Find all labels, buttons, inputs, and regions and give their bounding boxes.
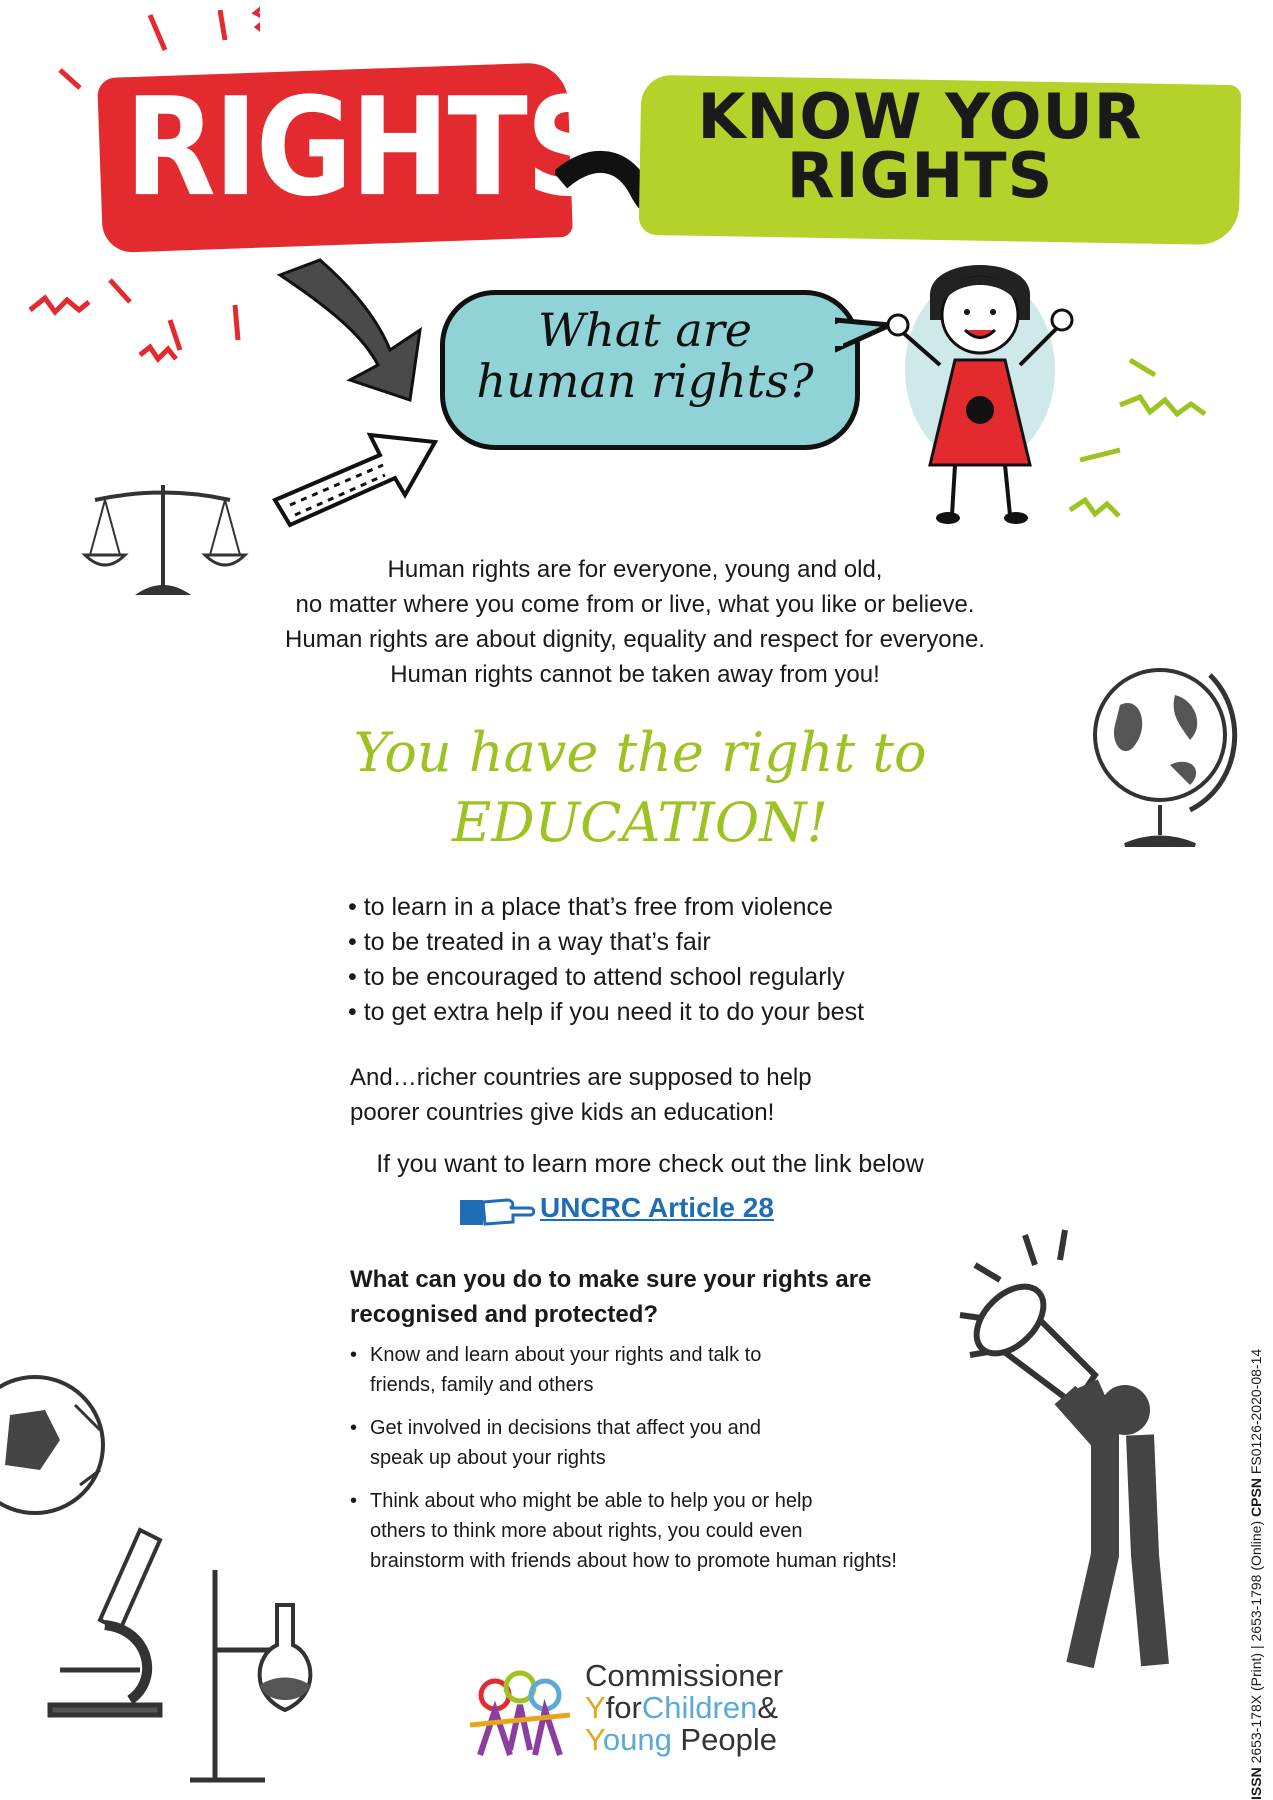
intro-line: no matter where you come from or live, what you like or believe. [295, 591, 975, 618]
uncrc-article-28-link[interactable]: UNCRC Article 28 [540, 1192, 774, 1223]
intro-line: Human rights are about dignity, equality and respect for everyone. [285, 626, 985, 653]
logo-line1: Commissioner [585, 1658, 784, 1693]
tip-line: • Think about who might be able to help you or help [370, 1490, 813, 1512]
list-item [350, 1486, 970, 1576]
cpsn-label: CPSN [1248, 1478, 1264, 1517]
soccer-ball-icon [0, 1375, 110, 1515]
girl-illustration [880, 250, 1080, 530]
red-sparks-left [20, 250, 280, 400]
commissioner-logo-text [585, 1660, 845, 1756]
microscope-icon [40, 1520, 180, 1720]
richer-countries-note [350, 1060, 910, 1130]
intro-paragraph [200, 552, 1070, 692]
cpsn-value: FS0126-2020-08-14 [1248, 1348, 1264, 1479]
question-heading [350, 1262, 910, 1332]
education-headline [300, 718, 980, 858]
logo-word: Children [641, 1690, 758, 1725]
list-item: • to get extra help if you need it to do your best [348, 995, 1048, 1030]
education-list [348, 890, 1048, 1030]
list-item [350, 1340, 970, 1400]
logo-word: oung [602, 1722, 672, 1757]
issn-footer [1248, 1260, 1264, 1800]
richer-line2: poorer countries give kids an education! [350, 1099, 775, 1126]
tip-line: brainstorm with friends about how to promote human rights! [370, 1550, 897, 1572]
know-your-rights-line2: RIGHTS [786, 138, 1054, 212]
tip-line: • Get involved in decisions that affect you and [370, 1417, 761, 1439]
question-line2: recognised and protected? [350, 1301, 659, 1328]
tip-line: others to think more about rights, you could even [370, 1520, 803, 1542]
logo-word: for [605, 1690, 642, 1725]
megaphone-person-illustration [955, 1225, 1185, 1675]
bubble-line1: What are [537, 303, 753, 357]
issn-value: 2653-178X (Print) | 2653-1798 (Online) [1248, 1516, 1264, 1768]
pointing-hand-icon [455, 1190, 535, 1232]
issn-label: ISSN [1248, 1767, 1264, 1800]
tip-line: • Know and learn about your rights and talk to [370, 1344, 762, 1366]
headline-line2: EDUCATION! [451, 791, 829, 854]
green-sparks [1060, 350, 1260, 580]
know-your-rights-title [660, 80, 1180, 212]
globe-icon [1080, 655, 1240, 865]
logo-letter: Y [585, 1690, 606, 1725]
list-item [350, 1413, 970, 1473]
logo-letter: Y [585, 1722, 603, 1757]
arrow-striped-icon [265, 420, 440, 535]
question-line1: What can you do to make sure your rights are [350, 1266, 872, 1293]
bubble-line2: human rights? [476, 353, 814, 408]
logo-word: People [671, 1722, 777, 1757]
logo-line3 [585, 1724, 845, 1756]
list-item: • to be encouraged to attend school regularly [348, 960, 1048, 995]
list-item: • to learn in a place that’s free from violence [348, 890, 1048, 925]
list-item: • to be treated in a way that’s fair [348, 925, 1048, 960]
tip-line: speak up about your rights [370, 1447, 606, 1469]
intro-line: Human rights cannot be taken away from you! [390, 661, 880, 688]
headline-line1: You have the right to [353, 721, 927, 784]
logo-word: & [757, 1690, 779, 1725]
know-your-rights-line1: KNOW YOUR [697, 80, 1143, 153]
tips-list [350, 1340, 970, 1589]
logo-line2 [585, 1692, 845, 1724]
learn-more-text: If you want to learn more check out the link below [376, 1150, 924, 1178]
tip-line: friends, family and others [370, 1374, 594, 1396]
arrow-down-icon [270, 255, 430, 405]
rights-banner-title: RIGHTS [125, 67, 609, 227]
bubble-question [450, 305, 840, 406]
flask-stand-icon [185, 1565, 325, 1790]
intro-line: Human rights are for everyone, young and old, [387, 556, 883, 583]
commissioner-logo-icon [465, 1655, 580, 1765]
richer-line1: And…richer countries are supposed to help [350, 1064, 812, 1091]
